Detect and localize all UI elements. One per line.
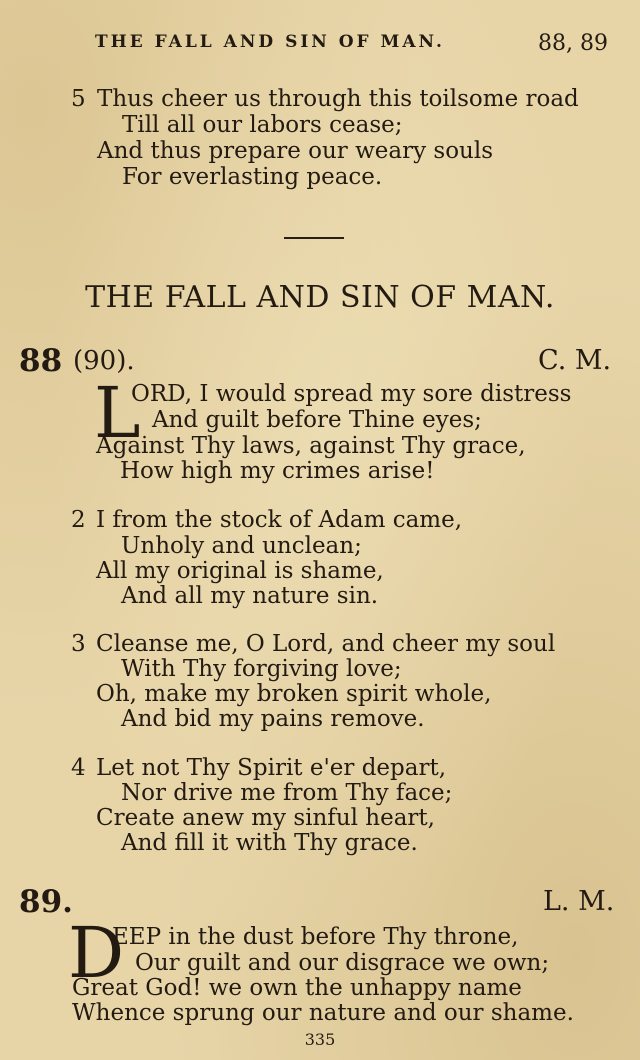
hymn-line: And fill it with Thy grace. [121, 830, 418, 856]
hymn-line: And guilt before Thine eyes; [152, 407, 482, 433]
page-number: 335 [304, 1030, 336, 1049]
running-head-title: THE FALL AND SIN OF MAN. [95, 32, 445, 52]
stanza-number: 4 [71, 755, 86, 781]
hymn-line: Till all our labors cease; [122, 112, 403, 138]
hymn-line: Create anew my sinful heart, [96, 805, 435, 831]
stanza-number: 5 [71, 86, 86, 112]
hymn-line: All my original is shame, [96, 558, 384, 584]
hymn-line: Whence sprung our nature and our shame. [72, 1000, 574, 1026]
hymn-line: With Thy forgiving love; [121, 656, 402, 682]
hymn-line: Unholy and unclean; [121, 533, 362, 559]
hymn-line: And bid my pains remove. [121, 706, 425, 732]
hymn-line: Cleanse me, O Lord, and cheer my soul [96, 631, 556, 657]
hymn-number: 89. [19, 884, 73, 920]
drop-cap: L [94, 372, 141, 454]
stanza-number: 3 [71, 631, 86, 657]
section-divider [284, 237, 344, 239]
hymn-line: And all my nature sin. [121, 583, 379, 609]
hymn-line: Let not Thy Spirit e'er depart, [96, 755, 447, 781]
drop-cap: D [68, 912, 125, 994]
section-title: THE FALL AND SIN OF MAN. [85, 280, 555, 315]
hymn-line: Our guilt and our disgrace we own; [135, 950, 550, 976]
hymn-line: Oh, make my broken spirit whole, [96, 681, 492, 707]
hymn-line: How high my crimes arise! [120, 458, 435, 484]
hymn-line: I from the stock of Adam came, [96, 507, 463, 533]
hymn-line: Great God! we own the unhappy name [72, 975, 522, 1001]
hymn-line: Nor drive me from Thy face; [121, 780, 453, 806]
hymn-line: And thus prepare our weary souls [97, 138, 494, 164]
stanza-number: 2 [71, 507, 86, 533]
hymn-line: Against Thy laws, against Thy grace, [96, 433, 526, 459]
hymn-line: Thus cheer us through this toilsome road [97, 86, 579, 112]
hymn-number: 88 [19, 343, 63, 379]
running-head-page-range: 88, 89 [538, 31, 608, 56]
hymn-line: EEP in the dust before Thy throne, [112, 924, 519, 950]
hymn-meter: C. M. [538, 345, 612, 376]
hymn-meter: L. M. [543, 886, 615, 917]
hymn-line: For everlasting peace. [122, 164, 383, 190]
hymn-alt-number: (90). [73, 346, 135, 376]
hymn-line: ORD, I would spread my sore distress [131, 381, 572, 407]
